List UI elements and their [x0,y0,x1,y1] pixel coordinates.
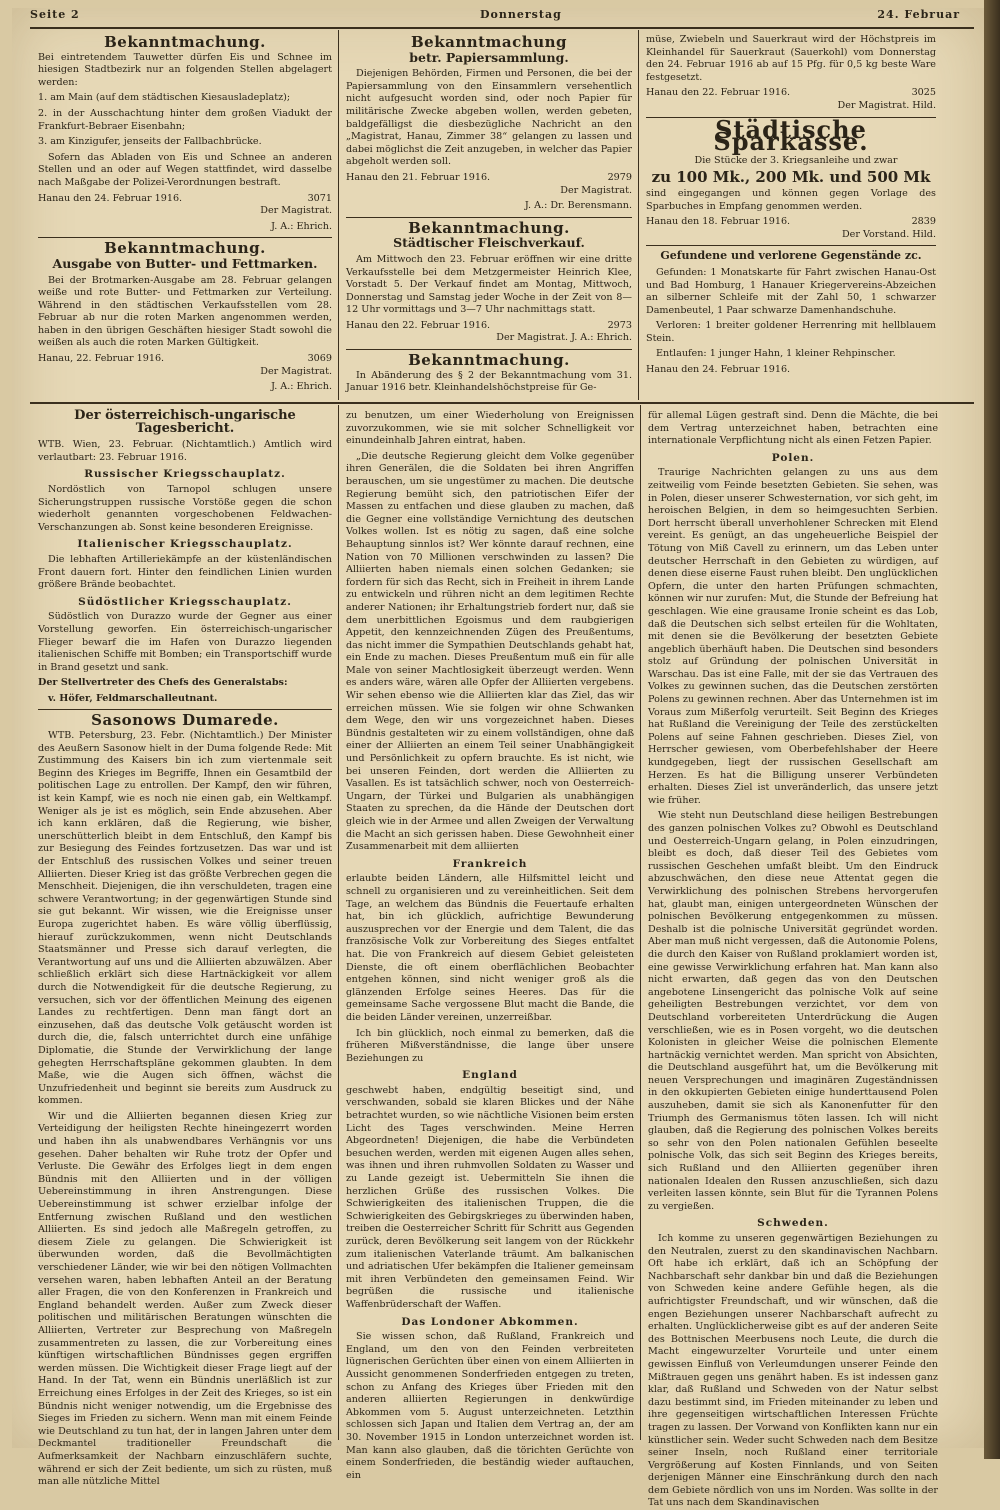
article-paragraph: „Die deutsche Regierung gleicht dem Volke gegenüber ihren Generälen, die die Soldaten bei ihren Angriffen berauschen, um sie ungestümer zu machen. Die deutsche Regierung bemüht sich, den patriotischen Eifer der Massen zu entfachen und diese glauben zu machen, daß die Gegner eine vollständige Vernichtung des deutschen Volkes wollen. Ist es nötig zu sagen, daß eine solche Behauptung sinnlos ist? Wer könnte darauf rechnen, eine Nation von 70 Millionen verschwinden zu lassen? Die Alliierten haben niemals einen solchen Gedanken; sie fordern für sich das Recht, sich in Freiheit in ihrem Lande zu entwickeln und rühren nicht an dem legitimen Rechte anderer Nationen; ihr Erhaltungstrieb fordert nur, daß sie dem unerbittlichen Egoismus und dem raubgierigen Appetit, den kennzeichnenden Zügen des Preußentums, das nicht immer die Sympathien Deutschlands gehabt hat, ein Ende zu machen. Dieses Preußentum muß ein für alle Male von seiner Machtlosigkeit überzeugt werden. Wenn es anders wäre, wären alle Opfer der Alliierten vergebens. Wir sehen ebenso wie die Alliierten klar das Ziel, das wir erreichen müssen. Wie sie folgen wir ohne Schwanken dem Wege, den wir uns vorgezeichnet haben. Dieses Bündnis gestalteten wir zu einem vollständigen, ohne daß einer der Alliierten an einem Teil seiner Unabhängigkeit und Persönlichkeit zu opfern brauchte. Es ist nicht, wie bei unseren Feinden, dort werden die Alliierten zu Vasallen. Es ist tatsächlich schwer, noch von Oesterreich-Ungarn, der Türkei und Bulgarien als unabhängigen Staaten zu sprechen, da die Hände der Deutschen dort gleich wie in der Armee und allen Zweigen der Verwaltung die Macht an sich gerissen haben. Diese Gewohnheit einer Zusammenarbeit mit dem alliierten [346,450,634,853]
dateline [38,193,332,206]
bottom-column-3 [648,410,938,1509]
notice-date: Hanau den 18. Februar 1916. [646,216,791,228]
dateline [346,320,632,333]
article-paragraph: erlaubte beiden Ländern, alle Hilfsmittel leicht und schnell zu organisieren und zu vereinheitlichen. Seit dem Tage, an welchem das Bündnis die Feuertaufe erhalten hat, bin ich glücklich, aufrichtige Bewunderung auszusprechen vor der Energie und dem Talent, die das französische Volk zur Vorbereitung des Sieges entfaltet hat. Die von Frankreich auf diesem Gebiet geleisteten Dienste, die oft einem oberflächlichen Beobachter entgehen können, sind nicht weniger groß als die glänzenden Erfolge seines Heeres. Das für die gemeinsame Sache vergossene Blut macht die Bande, die die beiden Länder vereinen, unzerreißbar. [346,873,634,1023]
section-heading: Das Londoner Abkommen. [401,1315,579,1328]
section-rule [30,402,974,404]
notice-date: Hanau, 22. Februar 1916. [38,353,165,365]
notice-subtitle: Ausgabe von Butter- und Fettmarken. [52,255,318,271]
notice-subtitle: betr. Papiersammlung. [409,49,569,65]
section-heading: Polen. [771,451,815,464]
page-edge [984,0,1000,1459]
escaped-items: Entlaufen: 1 junger Hahn, 1 kleiner Rehpinscher. [656,348,896,360]
notice-number: 3071 [307,192,332,204]
top-column-1 [38,34,332,400]
top-column-2 [346,34,632,400]
dateline [646,87,936,100]
dateline [38,353,332,366]
dateline [646,216,936,229]
article-paragraph: Traurige Nachrichten gelangen zu uns aus dem zeitweilig vom Feinde besetzten Gebieten. Sie sehen, was in Polen, dieser unserer Schwesternation, vor sich geht, im heroischen Belgien, in dem so heimgesuchten Serbien. Dort herrscht überall unverhohlener Schrecken mit Elend vereint. Es genügt, an das ungeheuerliche Beispiel der Tötung von Miß Cavell zu erinnern, um das Leben unter deutscher Herrschaft in den Gebieten zu würdigen, auf denen diese eiserne Faust ruhen bleibt. Den unglücklichen Opfern, die unter den harten Prüfungen schmachten, können wir nur zurufen: Mut, die Stunde der Befreiung hat geschlagen. Wie eine grausame Ironie scheint es das Lob, daß die Deutschen sich selbst erteilen für die Wohltaten, mit denen sie die Bevölkerung der besetzten Gebiete angeblich überhäuft haben. Die Deutschen sind besonders stolz auf Gründung der polnischen Universität in Warschau. Das ist eine Falle, mit der sie das Vertrauen des Volkes zu gewinnen suchen, das die Deutschen zerstörten Polens zu gewinnen rechnen. Aber das Unternehmen ist im Voraus zum Mißerfolg verurteilt. Seit Beginn des Krieges hat Rußland die Vereinigung der Teile des zerstückelten Polens auf seine Fahnen geschrieben. Dieses Ziel, von Herrscher gewiesen, vom Oberbefehlshaber der Heere kundgegeben, liegt der russischen Gesellschaft am Herzen. Es hat die Billigung unserer Verbündeten erhalten. Dieses Ziel ist unveränderlich, das unsere jetzt wie früher. [648,467,938,806]
article-paragraph: Nordöstlich von Tarnopol schlugen unsere Sicherungstruppen russische Vorstöße gegen die schon wiederholt genannten vorgeschobenen Feldwachen-Verschanzungen ab. Sonst keine besonderen Ereignisse. [38,483,332,533]
article-paragraph: Sie wissen schon, daß Rußland, Frankreich und England, um den von den Feinden verbreiteten lügnerischen Gerüchten über einen von einem Alliierten in Aussicht genommenen Sonderfrieden entgegen zu treten, schon zu Anfang des Krieges über Frieden mit den anderen alliierten Regierungen in denkwürdige Abkommen vom 5. August unterzeichneten. Letzthin schlossen sich Japan und Italien dem Vertrag an, der am 30. November 1915 in London unterzeichnet worden ist. Man kann also glauben, daß die törichten Gerüchte von einem Sonderfrieden, die beständig wieder auftauchen, ein [346,1331,634,1481]
notice-intro: Die Stücke der 3. Kriegsanleihe und zwar [694,154,898,166]
signature: Der Magistrat. [560,184,632,196]
notice-number: 3025 [911,87,936,99]
divider [646,245,936,246]
notice-number: 2839 [911,216,936,228]
article-paragraph: Ich bin glücklich, noch einmal zu bemerken, daß die früheren Mißverständnisse, die lange über unsere Beziehungen zu [346,1027,634,1064]
weekday: Donnerstag [480,8,562,21]
article-paragraph: WTB. Petersburg, 23. Febr. (Nichtamtlich.) Der Minister des Aeußern Sasonow hielt in der Duma folgende Rede: Mit Zustimmung des Kaisers bin ich zum viertenmale seit Beginn des Krieges im Begriffe, Ihnen ein Gesamtbild der politischen Lage zu entrollen. Der Kampf, den wir führen, ist kein Kampf, wie es noch nie einen gab, ein Weltkampf. Weniger als je ist es möglich, sein Ende abzusehen. Aber ich kann erklären, daß die Regierung, wie bisher, unerschütterlich bleibt in dem Entschluß, den Kampf bis zur Besiegung des Feindes fortzusetzen. Das war und ist der Entschluß des russischen Volkes und seiner treuen Alliierten. Dieser Krieg ist das größte Verbrechen gegen die Menschheit. Diejenigen, die ihn verschuldeten, tragen eine schwere Verantwortung; in der gegenwärtigen Stunde sind sie gut bekannt. Wir wissen, wie die Ereignisse unser Europa zugerichtet haben. Es wäre völlig überflüssig, hierauf zurückzukommen, wenn nicht Deutschlands Staatsmänner und Presse sich darauf verlegten, die Verantwortung auf uns und die Alliierten abzuwälzen. Aber schließlich erklärt sich diese Hartnäckigkeit vor allem durch die Notwendigkeit für die deutsche Regierung, zu versuchen, sich vor der öffentlichen Meinung des eigenen Landes zu rechtfertigen. Denn man fängt dort an einzusehen, daß das deutsche Volk getäuscht worden ist durch die, die, falsch unterrichtet durch eine unfähige Diplomatie, die Stunde der Verwirklichung der lange gehegten Herrschaftspläne gekommen glaubten. In dem Maße, wie die Augen sich öffnen, wächst die Unzufriedenheit und beginnt sie bereits zum Ausdruck zu kommen. [38,730,332,1107]
notice-intro: Bei eintretendem Tauwetter dürfen Eis und Schnee im hiesigen Stadtbezirk nur an folgenden Stellen abgelagert werden: [38,51,332,88]
notice-title: Gefundene und verlorene Gegenstände zc. [660,249,922,263]
article-title: Der österreichisch-ungarische Tagesbericht. [74,408,296,436]
signature-title: Der Stellvertreter des Chefs des Generalstabs: [38,677,288,689]
section-heading: Frankreich [452,857,528,870]
found-items: Gefunden: 1 Monatskarte für Fahrt zwischen Hanau-Ost und Bad Homburg, 1 Hanauer Kriegervereins-Abzeichen an silberner Schleife mit der Zahl 50, 1 schwarzer Damenbeutel, 1 Paar schwarze Damenhandschuhe. [646,266,936,316]
article-paragraph: geschwebt haben, endgültig beseitigt sind, und verschwanden, sobald sie klaren Blickes und der Nähe betrachtet wurden, so wie nächtliche Visionen beim ersten Licht des Tages verschwinden. Meine Herren Abgeordneten! Diejenigen, die habe die Verbündeten besuchen werden, werden mit eigenen Augen alles sehen, was ihnen und ihren ruhmvollen Soldaten zu Wasser und zu Lande gezeigt ist. Uebermitteln Sie ihnen die herzlichen Grüße des russischen Volkes. Die Schwierigkeiten des italienischen Truppen, die die Schwierigkeiten des Gebirgskrieges zu überwinden haben, treiben die Oesterreicher Schritt für Schritt aus Gegenden zurück, deren Bevölkerung seit langem von der Rückkehr zum italienischen Vaterlande träumt. Am balkanischen und adriatischen Ufer bekämpfen die Italiener gemeinsam mit ihren Verbündeten den gemeinsamen Feind. Wir begrüßen die russische und italienische Waffenbrüderschaft der Waffen. [346,1084,634,1310]
article-paragraph: Wie steht nun Deutschland diese heiligen Bestrebungen des ganzen polnischen Volkes zu? Obwohl es Deutschland und Oesterreich-Ungarn gelang, in Polen einzudringen, bleibt es doch, daß dieser Teil des Gebietes vom russischen Geschehen umfaßt bleibt. Um den Eindruck abzuschwächen, den diese neue Attentat gegen die Verwirklichung des polnischen Strebens hervorgerufen hat, glaubt man, einigen untergeordneten Wünschen der polnischen Bevölkerung entgegenkommen zu müssen. Deshalb ist die polnische Universität gegründet worden. Aber man muß nicht vergessen, daß die Autonomie Polens, die durch den Kaiser von Rußland proklamiert worden ist, eine gewisse Verwirklichung erfahren hat. Man kann also nicht erwarten, daß gegen das von den Deutschen angebotene Linsengericht das polnische Volk auf seine geheiligten Bestrebungen verzichtet, vor dem von Deutschland vorbereiteten Unterdrückung die Augen verschließen, wie es in Posen vorgeht, wo die deutschen Kolonisten in gleicher Weise die polnischen Elemente hartnäckig vernichtet werden. Man spricht von Absichten, die Deutschland ausgeführt hat, um die Bevölkerung mit neuen Versprechungen und imaginären Zugeständnissen in den okkupierten Gebieten einige hunderttausend Polen auszuheben, damit sie sich als Kanonenfutter für den Triumph des Germanismus töten lassen. Ich will nicht glauben, daß die Regierung des polnischen Volkes bereits so sehr von den Polen nationalen Gefühlen beseelte polnische Volk, das sich seit Beginn des Krieges bereits, sich Rußland und den Alliierten gegenüber ihren nationalen Idealen den Russen anzuschließen, sich dazu verleiten lassen könnte, sein Blut für die Tyrannen Polens zu vergießen. [648,810,938,1212]
notice-number: 3069 [307,353,332,365]
notice-subtitle: Städtischer Fleischverkauf. [393,235,585,251]
notice-body: Am Mittwoch den 23. Februar eröffnen wir eine dritte Verkaufsstelle bei dem Metzgermeister Heinrich Klee, Vorstadt 5. Der Verkauf findet am Montag, Mittwoch, Donnerstag und Samstag jeder Woche in der Zeit von 8—12 Uhr vormittags und 3—7 Uhr nachmittags statt. [346,253,632,316]
notice-title: Bekanntmachung. [104,239,266,258]
section-heading: Schweden. [757,1217,829,1230]
signature-name: v. Höfer, Feldmarschalleutnant. [48,692,218,704]
section-heading: Italienischer Kriegsschauplatz. [77,538,293,551]
notice-number: 2979 [607,171,632,183]
divider [38,709,332,710]
notice-body: Diejenigen Behörden, Firmen und Personen, die bei der Papiersammlung von den Einsammlern versehentlich nicht aufgesucht worden sind, oder noch Papier für militärische Zwecke abgeben wollen, werden gebeten, baldgefälligst die diesbezügliche Nachricht an den „Magistrat, Hanau, Zimmer 38“ gelangen zu lassen und dabei möglichst die Zeit anzugeben, in welcher das Papier abgeholt werden soll. [346,68,632,168]
divider [38,237,332,238]
column-rule [640,405,641,1440]
article-paragraph: Ich komme zu unseren gegenwärtigen Beziehungen zu den Neutralen, zuerst zu den skandinavischen Nachbarn. Oft habe ich erklärt, daß ich an Schöpfung der Nachbarschaft sehr dankbar bin und daß die Beziehungen von Schweden keine andere Gefühle hegen, als die aufrichtigster Freundschaft, und wir wünschen, daß die engen Beziehungen unserer Nachbarschaft aufrecht zu erhalten. Unglücklicherweise gibt es auf der anderen Seite des Bottnischen Meerbusens noch Leute, die durch die Macht eingewurzelter Vorurteile und unter einem gewissen Einfluß von Verleumdungen unserer Feinde den Mißtrauen gegen uns genährt haben. Es ist indessen ganz klar, daß Rußland und Schweden von der Natur selbst dazu bestimmt sind, im Frieden miteinander zu leben und ihre gegenseitigen wirtschaftlichen Interessen Früchte tragen zu lassen. Der Vorwand von Konflikten kann nur ein künstlicher sein. Weder sucht Schweden nach dem Besitze seiner Inseln, noch Rußland einer territoriale Vergrößerung auf Kosten Finnlands, und von Seiten derjenigen Männer eine Einschränkung durch den nach dem Gebiete nördlich von uns im Norden. Was sollte in der Tat uns nach dem Skandinavischen [648,1233,938,1509]
list-item: 1. am Main (auf dem städtischen Kiesausladeplatz); [38,92,291,104]
signature: J. A.: Dr. Berensmann. [524,200,632,212]
article-paragraph: Südöstlich von Durazzo wurde der Gegner aus einer Vorstellung geworfen. Ein österreichisch-ungarischer Flieger bewarf die im Hafen von Durazzo liegenden italienischen Schiffe mit Bomben; ein Transportschiff wurde in Brand gesetzt und sank. [38,611,332,673]
notice-body: In Abänderung des § 2 der Bekanntmachung vom 31. Januar 1916 betr. Kleinhandelshöchstpreise für Ge- [346,369,632,394]
issue-date: 24. Februar [877,8,960,21]
notice-title: Bekanntmachung. [408,351,570,370]
column-rule [338,30,339,400]
notice-body: müse, Zwiebeln und Sauerkraut wird der Höchstpreis im Kleinhandel für Sauerkraut (Sauerkohl) vom Donnerstag den 24. Februar 1916 ab auf 15 Pfg. für 0,5 kg beste Ware festgesetzt. [646,34,936,83]
notice-date: Hanau den 22. Februar 1916. [646,87,791,99]
section-heading: Südöstlicher Kriegsschauplatz. [78,595,292,608]
notice-body: Bei der Brotmarken-Ausgabe am 28. Februar gelangen weiße und rote Butter- und Fettmarken zur Verteilung. Während in den städtischen Verkaufsstellen vom 28. Februar ab nur die roten Marken angenommen werden, haben in den übrigen Geschäften hiesiger Stadt sowohl die weißen als auch die roten Marken Gültigkeit. [38,274,332,349]
sparkasse-title: Städtische Sparkasse. [713,114,869,157]
lost-items: Verloren: 1 breiter goldener Herrenring mit hellblauem Stein. [646,320,936,344]
article-paragraph: zu benutzen, um einer Wiederholung von Ereignissen zuvorzukommen, wie sie mit solcher Schnelligkeit vor einundeinhalb Jahren eintrat, haben. [346,410,634,447]
signature: J. A.: Ehrich. [271,220,332,232]
bottom-column-2 [346,410,634,1481]
signature: Der Magistrat. [260,205,332,217]
column-rule [638,30,639,400]
article-paragraph: für allemal Lügen gestraft sind. Denn die Mächte, die bei dem Vertrag unterzeichnet haben, betrachten eine internationale Verpflichtung nicht als einen Fetzen Papier. [648,410,938,447]
header-rule [30,27,974,29]
bottom-column-1 [38,408,332,1488]
notice-date: Hanau den 24. Februar 1916. [38,192,183,204]
divider [346,217,632,218]
article-paragraph: Wir und die Alliierten begannen diesen Krieg zur Verteidigung der heiligsten Rechte hineingezerrt worden und haben ihn als unabwendbares Verhängnis vor uns gesehen. Daher behalten wir Ruhe trotz der Opfer und Verluste. Die Gewähr des Erfolges liegt in dem engen Bündnis mit den Alliierten und in der völligen Uebereinstimmung in ihren Anstrengungen. Diese Uebereinstimmung ist schwer erzielbar infolge der Entfernung zwischen Rußland und den westlichen Alliierten. Es sind jedoch alle Maßregeln getroffen, zu diesem Ziele zu gelangen. Die Schwierigkeit ist überwunden worden, daß die Bevollmächtigten verschiedener Länder, wie wir bei den nötigen Vollmachten versehen waren, haben lebhaften Anteil an der Beratung aller Fragen, die von den Konferenzen in Frankreich und England behandelt werden. Außer zum Zweck dieser politischen und militärischen Beratungen wünschten die Alliierten, Vertreter zur Besprechung von Maßregeln zusammentreten zu lassen, die zur Vorbereitung eines künftigen wirtschaftlichen Bündnisses gegen ergriffen werden müssen. Die Wichtigkeit dieser Frage liegt auf der Hand. In der Tat, wenn ein Bündnis unerläßlich ist zur Erreichung eines Erfolges in der Zeit des Krieges, so ist ein Bündnis nicht weniger notwendig, um die Ergebnisse des Sieges im Frieden zu sichern. Wenn man mit einem Feinde wie Deutschland zu tun hat, der in langen Jahren unter dem Deckmantel traditioneller Freundschaft die Aufmerksamkeit der Nachbarn einzuschläfern suchte, während er sich der Zeit bediente, um sich zu rüsten, muß man alle nützliche Mittel [38,1110,332,1488]
column-rule [338,405,339,1440]
page-number: Seite 2 [30,8,80,21]
notice-title: Bekanntmachung. [104,33,266,51]
signature: Der Vorstand. Hild. [841,228,936,240]
notice-title: Bekanntmachung [410,33,567,51]
signature: J. A.: Ehrich. [271,381,332,393]
notice-date: Hanau den 24. Februar 1916. [646,364,791,376]
signature: Der Magistrat. J. A.: Ehrich. [496,332,632,344]
top-column-3 [646,34,936,400]
list-item: 3. am Kinzigufer, jenseits der Fallbachbrücke. [38,136,262,148]
section-heading: England [462,1069,518,1082]
list-item: 2. in der Ausschachtung hinter dem großen Viadukt der Frankfurt-Bebraer Eisenbahn; [38,107,332,132]
signature: Der Magistrat. [260,365,332,377]
dateline [346,172,632,185]
page-header [30,8,970,26]
notice-number: 2973 [607,319,632,331]
signature: Der Magistrat. Hild. [837,99,936,111]
bond-amounts: zu 100 Mk., 200 Mk. und 500 Mk [651,168,931,187]
notice-date: Hanau den 21. Februar 1916. [346,171,491,183]
notice-body: Sofern das Abladen von Eis und Schnee an anderen Stellen und an oder auf Wegen stattfindet, wird dasselbe nach Maßgabe der Polizei-Verordnungen bestraft. [38,151,332,188]
notice-title: Bekanntmachung. [408,218,570,237]
article-paragraph: Die lebhaften Artilleriekämpfe an der küstenländischen Front dauern fort. Hinter den feindlichen Linien wurden größere Brände beobachtet. [38,553,332,591]
notice-date: Hanau den 22. Februar 1916. [346,319,491,331]
divider [346,349,632,350]
article-dateline: WTB. Wien, 23. Februar. (Nichtamtlich.) Amtlich wird verlautbart: 23. Februar 1916. [38,439,332,463]
notice-body: sind eingegangen und können gegen Vorlage des Sparbuches in Empfang genommen werden. [646,187,936,212]
article-title: Sasonows Dumarede. [91,711,279,730]
section-heading: Russischer Kriegsschauplatz. [84,468,286,481]
